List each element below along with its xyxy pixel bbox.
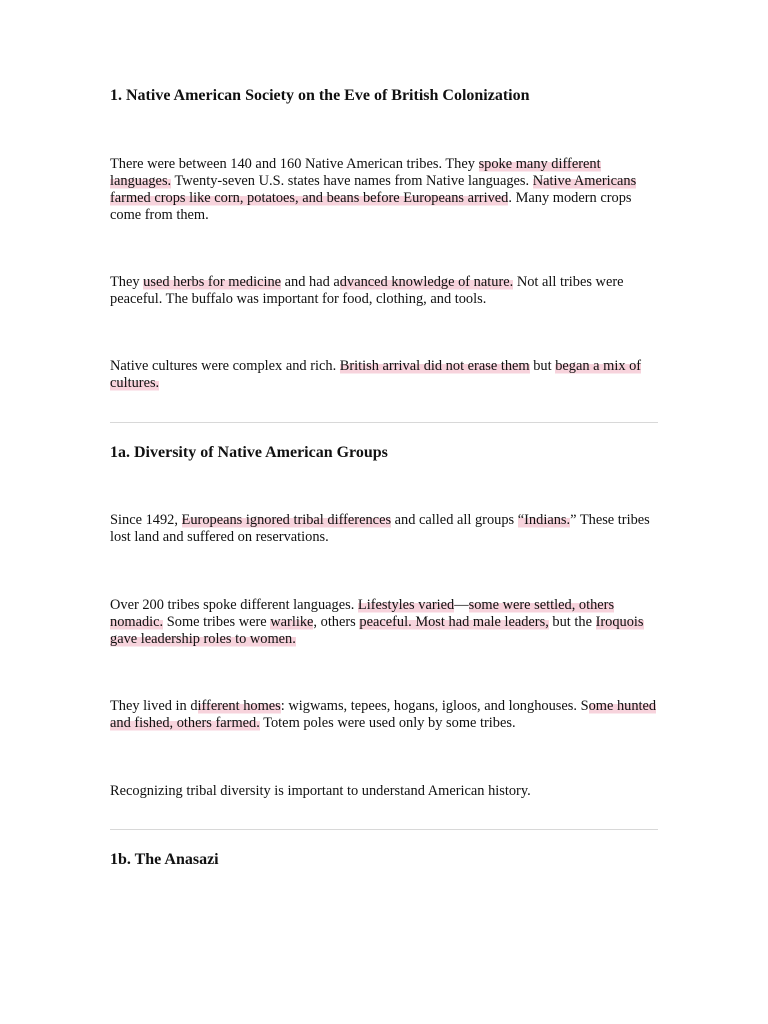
highlighted-text: ifferent homes (197, 698, 281, 714)
highlighted-text: “Indians. (517, 512, 571, 528)
text-run: Twenty-seven U.S. states have names from Native languages. (171, 173, 533, 189)
highlighted-text: peaceful. Most had male leaders, (359, 614, 549, 630)
text-run: and called all groups (391, 512, 518, 528)
text-run: Totem poles were used only by some tribes. (259, 715, 516, 731)
text-run: There were between 140 and 160 Native American tribes. They (110, 156, 479, 172)
highlighted-text: began a mix of cultures. (110, 358, 642, 391)
text-run: but the (548, 614, 596, 630)
section-divider (110, 422, 658, 423)
section-1a-paragraph-1 (110, 512, 662, 546)
section-1a-heading: 1a. Diversity of Native American Groups (110, 444, 388, 461)
text-run: Recognizing tribal diversity is important to understand American history. (110, 783, 531, 799)
highlighted-text: spoke many different languages. (110, 156, 601, 189)
highlighted-text: used herbs for medicine (143, 274, 282, 290)
section-1b-heading: 1b. The Anasazi (110, 851, 219, 868)
text-run: Native cultures were complex and rich. (110, 358, 340, 374)
highlighted-text: dvanced knowledge of nature. (339, 274, 514, 290)
text-run: ” These tribes lost land and suffered on reservations. (110, 512, 650, 545)
section-1a-paragraph-3 (110, 698, 662, 732)
section-1a-paragraph-2 (110, 597, 662, 648)
text-run: , others (313, 614, 360, 630)
highlighted-text: Europeans ignored tribal differences (181, 512, 392, 528)
section-1-paragraph-3 (110, 358, 662, 392)
text-run: but (529, 358, 556, 374)
text-run: — (454, 597, 469, 613)
text-run: Since 1492, (110, 512, 182, 528)
highlighted-text: Iroquois gave leadership roles to women. (110, 614, 644, 647)
text-run: . Many modern crops come from them. (110, 190, 632, 223)
text-run: They lived in d (110, 698, 198, 714)
section-divider (110, 829, 658, 830)
highlighted-text: some were settled, others nomadic. (110, 597, 615, 630)
section-1-paragraph-1 (110, 156, 662, 224)
highlighted-text: British arrival did not erase them (339, 358, 530, 374)
section-1a-paragraph-4 (110, 783, 662, 800)
section-1-heading: 1. Native American Society on the Eve of British Colonization (110, 87, 530, 104)
text-run: and had a (281, 274, 340, 290)
highlighted-text: warlike (270, 614, 314, 630)
text-run: : wigwams, tepees, hogans, igloos, and longhouses. S (280, 698, 589, 714)
text-run: Some tribes were (163, 614, 271, 630)
section-1-paragraph-2 (110, 274, 662, 308)
text-run: Not all tribes were peaceful. The buffalo was important for food, clothing, and tools. (110, 274, 624, 307)
text-run: Over 200 tribes spoke different languages. (110, 597, 358, 613)
highlighted-text: Lifestyles varied (357, 597, 455, 613)
text-run: They (110, 274, 144, 290)
highlighted-text: ome hunted and fished, others farmed. (110, 698, 657, 731)
highlighted-text: Native Americans farmed crops like corn, potatoes, and beans before Europeans arrived (110, 173, 637, 206)
